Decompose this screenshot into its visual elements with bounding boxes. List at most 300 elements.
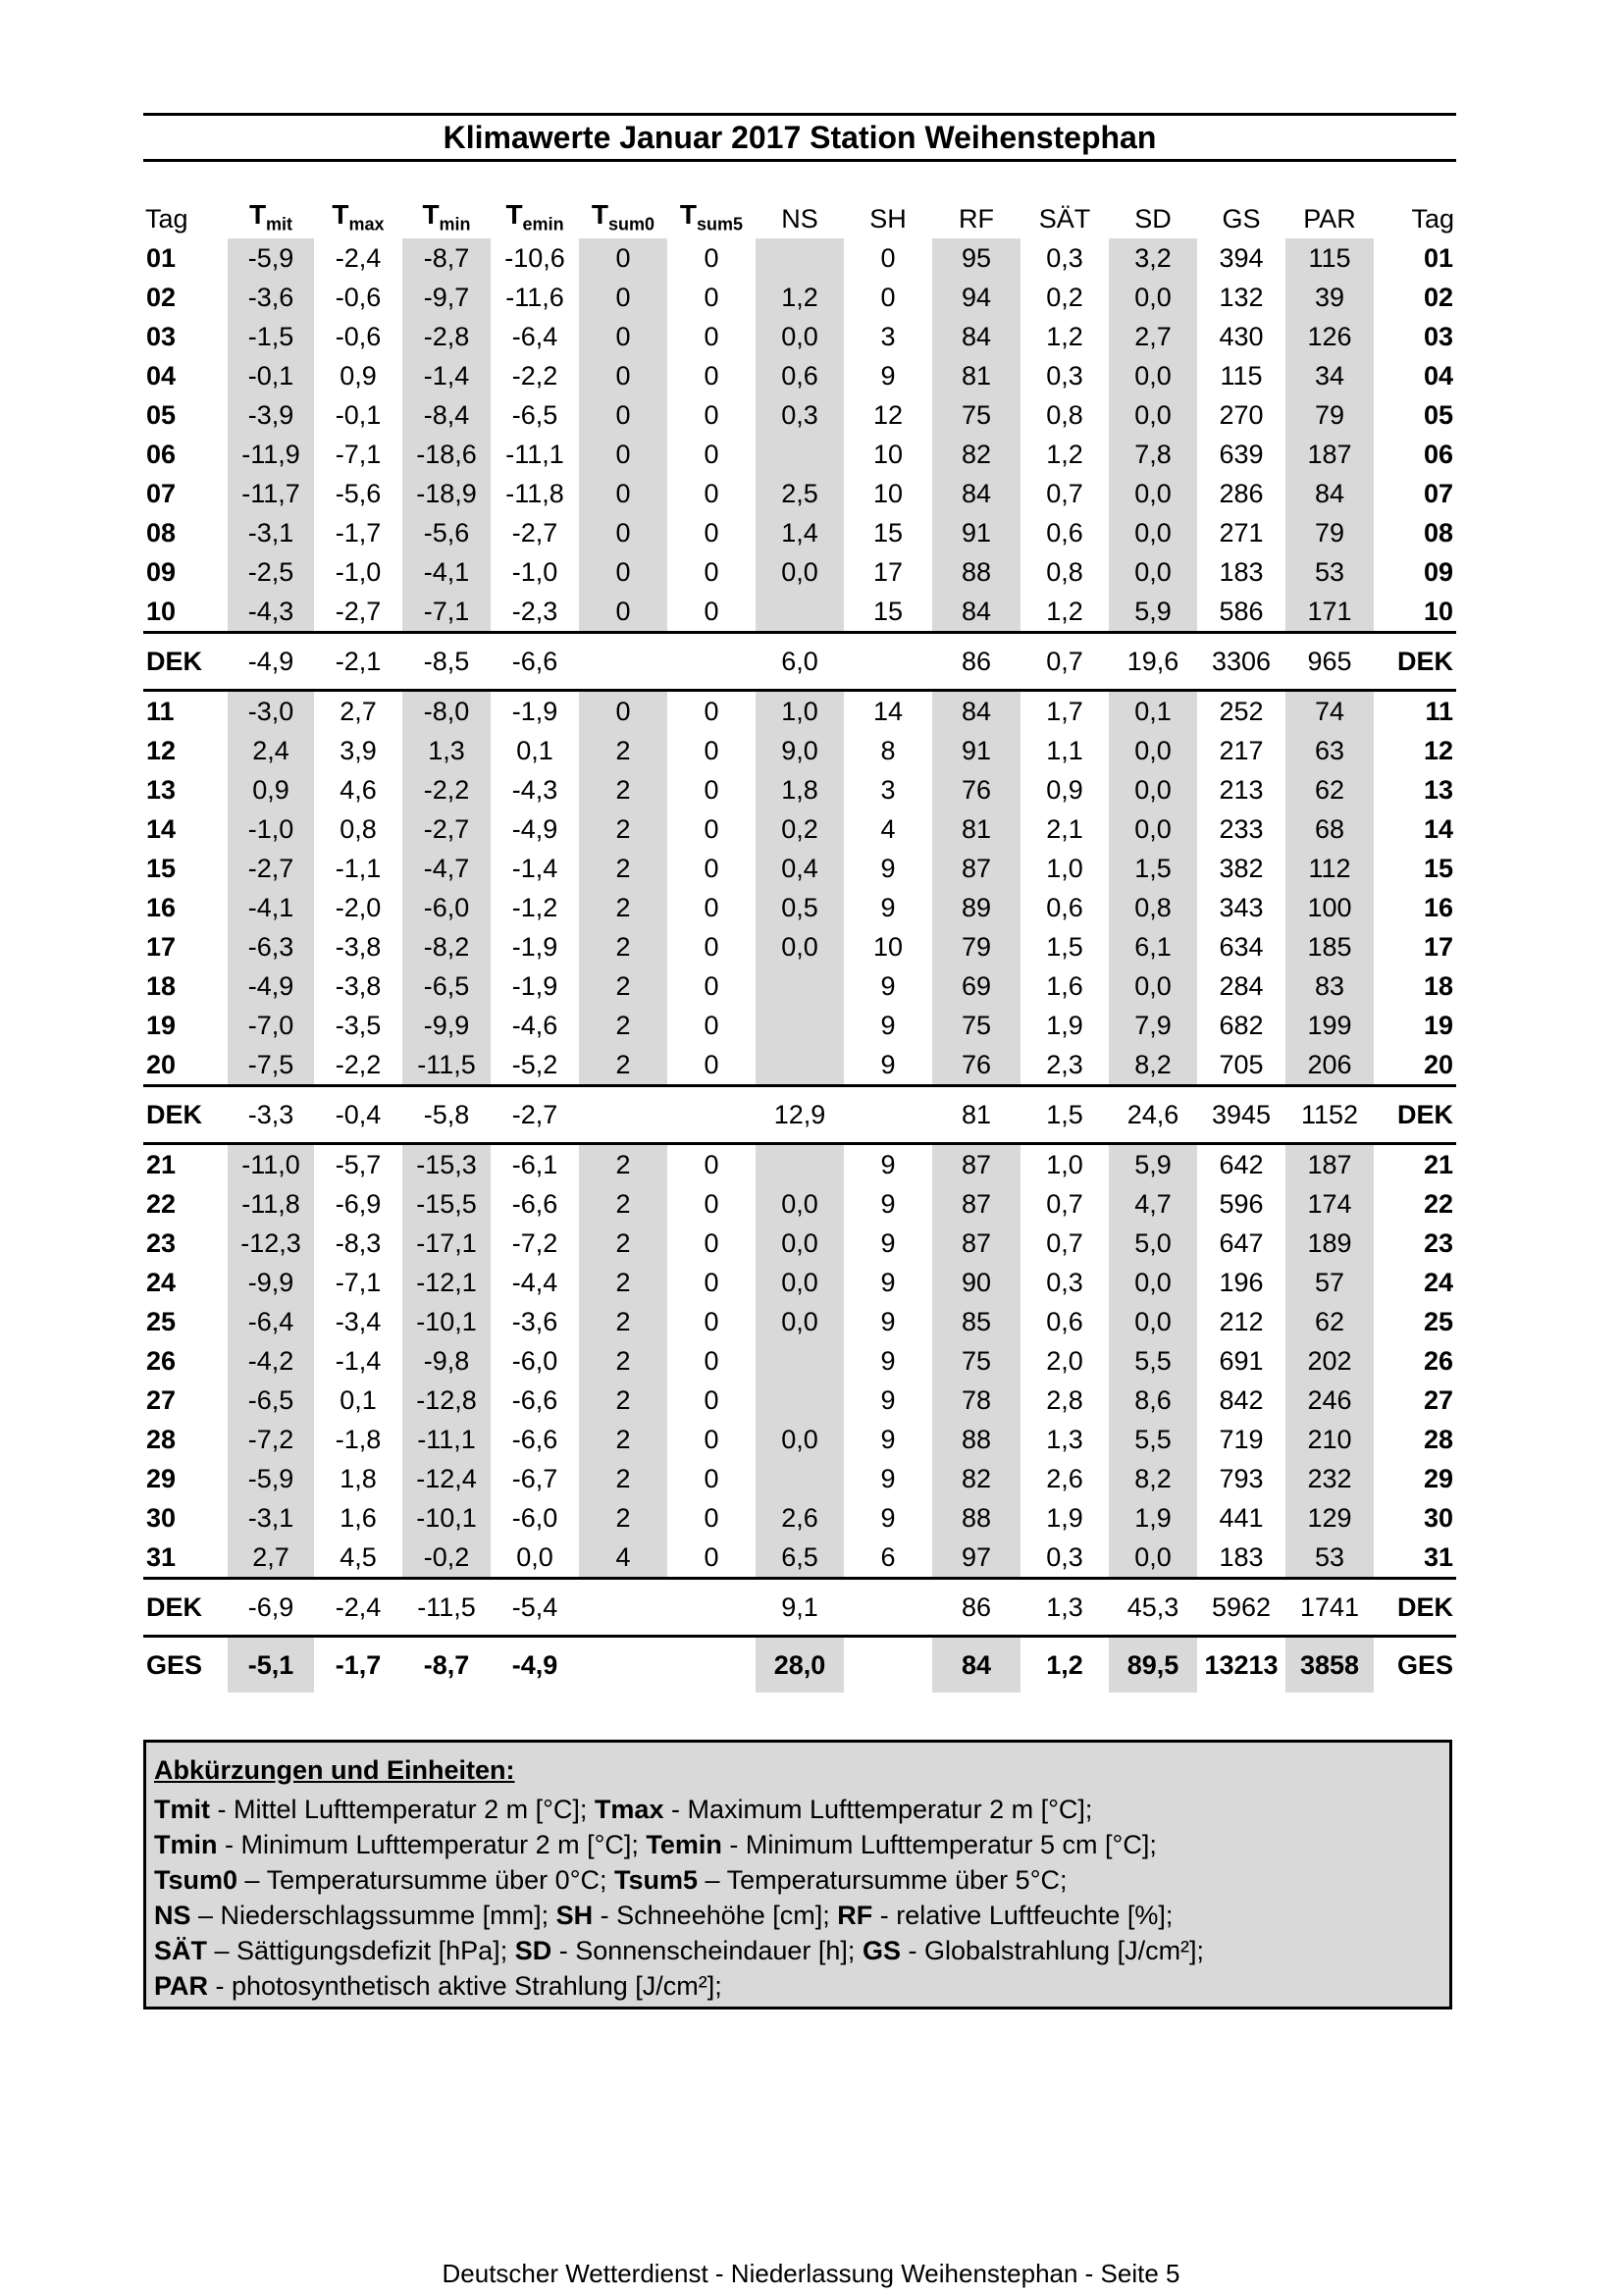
cell-gs: 212 (1219, 1307, 1264, 1336)
header-ns: NS (781, 204, 818, 234)
cell-rf: 81 (932, 809, 1020, 849)
cell-gs: 233 (1219, 814, 1264, 844)
cell-tag: 07 (146, 479, 177, 508)
cell-tmax: -1,7 (335, 518, 382, 548)
cell-tag-right: DEK (1374, 1577, 1456, 1635)
gesamt-row (143, 1635, 1456, 1693)
table-row (143, 1538, 1456, 1577)
cell-gs: 213 (1219, 775, 1264, 805)
cell-par: 232 (1285, 1459, 1374, 1498)
cell-tag: 06 (146, 440, 177, 469)
cell-par: 79 (1285, 513, 1374, 552)
cell-gs: 3306 (1197, 631, 1285, 689)
cell-temin: -2,3 (511, 597, 558, 626)
cell-tmax: -2,4 (335, 243, 382, 273)
cell-sd: 7,8 (1109, 435, 1197, 474)
cell-sh: 0 (880, 283, 896, 312)
cell-tag: 29 (146, 1464, 177, 1493)
cell-ns: 0,0 (756, 1420, 844, 1459)
cell-ns: 0,0 (756, 927, 844, 966)
cell-sh: 15 (872, 518, 904, 548)
cell-sh: 3 (880, 775, 896, 805)
cell-gs: 382 (1219, 854, 1264, 883)
cell-tmax: -3,8 (335, 971, 382, 1001)
cell-sd: 0,0 (1109, 1302, 1197, 1341)
cell-gs: 586 (1219, 597, 1264, 626)
cell-saet: 0,8 (1046, 557, 1083, 587)
cell-tag: DEK (143, 631, 228, 689)
cell-sh: 9 (880, 1385, 896, 1415)
cell-tsum5: 0 (704, 1307, 719, 1336)
cell-gs: 284 (1219, 971, 1264, 1001)
cell-tag-right: 10 (1423, 597, 1453, 626)
cell-ns (756, 592, 844, 631)
cell-par: 246 (1285, 1381, 1374, 1420)
cell-sd: 0,0 (1109, 731, 1197, 770)
cell-rf: 79 (932, 927, 1020, 966)
cell-tsum0: 2 (579, 1224, 667, 1263)
cell-ns (756, 238, 844, 278)
cell-ns: 2,5 (756, 474, 844, 513)
cell-saet: 1,2 (1046, 440, 1083, 469)
cell-tag-right: 04 (1423, 361, 1453, 391)
cell-saet: 0,6 (1046, 893, 1083, 922)
cell-tmit: -11,7 (228, 474, 314, 513)
cell-saet: 2,3 (1046, 1050, 1083, 1079)
cell-tsum5 (667, 1084, 756, 1142)
cell-gs: 596 (1219, 1189, 1264, 1219)
cell-sh: 9 (880, 1464, 896, 1493)
cell-tmin: -4,1 (402, 552, 491, 592)
cell-temin: -4,3 (511, 775, 558, 805)
cell-tsum0: 0 (579, 552, 667, 592)
table-row (143, 888, 1456, 927)
cell-par: 126 (1285, 317, 1374, 356)
cell-tsum0: 2 (579, 1459, 667, 1498)
cell-tsum5 (667, 1577, 756, 1635)
cell-tag: 24 (146, 1268, 177, 1297)
cell-tag-right: 02 (1423, 283, 1453, 312)
cell-tmin: -8,4 (402, 395, 491, 435)
cell-tag-right: 13 (1423, 775, 1453, 805)
cell-temin: -1,9 (511, 932, 558, 962)
cell-saet: 1,9 (1046, 1503, 1083, 1533)
cell-rf: 87 (932, 1184, 1020, 1224)
cell-gs: 270 (1219, 400, 1264, 430)
cell-tag: 05 (146, 400, 177, 430)
cell-saet: 0,7 (1046, 479, 1083, 508)
cell-par: 185 (1285, 927, 1374, 966)
cell-tsum5: 0 (704, 1268, 719, 1297)
cell-tmit: -4,9 (228, 966, 314, 1006)
cell-sd: 8,2 (1109, 1459, 1197, 1498)
cell-tmax: -2,2 (335, 1050, 382, 1079)
cell-ns: 0,0 (756, 1224, 844, 1263)
cell-sd: 24,6 (1109, 1084, 1197, 1142)
header-tmax: $T_{max}$ (332, 198, 385, 234)
cell-par: 1152 (1285, 1084, 1374, 1142)
cell-sd: 0,0 (1109, 474, 1197, 513)
cell-tmin: -10,1 (402, 1498, 491, 1538)
cell-sh: 3 (880, 322, 896, 351)
cell-sh: 9 (880, 1307, 896, 1336)
cell-tag: DEK (143, 1577, 228, 1635)
cell-ns: 6,0 (756, 631, 844, 689)
header-row (143, 187, 1456, 238)
table-row (143, 1498, 1456, 1538)
cell-gs: 13213 (1197, 1635, 1285, 1693)
cell-tmin: -9,7 (402, 278, 491, 317)
cell-par: 1741 (1285, 1577, 1374, 1635)
cell-saet: 0,6 (1046, 1307, 1083, 1336)
cell-tag: 30 (146, 1503, 177, 1533)
cell-tmin: -15,5 (402, 1184, 491, 1224)
cell-par: 63 (1285, 731, 1374, 770)
cell-par: 965 (1285, 631, 1374, 689)
cell-tmit: -11,0 (228, 1142, 314, 1184)
cell-temin: -6,1 (491, 1142, 579, 1184)
cell-tsum0: 2 (579, 809, 667, 849)
cell-tag-right: 11 (1374, 689, 1456, 731)
cell-tmit: -0,1 (228, 356, 314, 395)
cell-tsum5: 0 (704, 1542, 719, 1572)
cell-temin: 0,1 (516, 736, 553, 765)
cell-par: 199 (1285, 1006, 1374, 1045)
cell-sd: 2,7 (1109, 317, 1197, 356)
cell-tsum5 (667, 1635, 756, 1693)
cell-rf: 87 (932, 849, 1020, 888)
cell-tsum0: 0 (579, 435, 667, 474)
cell-tsum0: 2 (579, 1341, 667, 1381)
cell-rf: 75 (932, 395, 1020, 435)
cell-tsum0: 2 (579, 1498, 667, 1538)
cell-rf: 90 (932, 1263, 1020, 1302)
table-row (143, 966, 1456, 1006)
cell-tmax: 4,6 (340, 775, 377, 805)
cell-tag-right: DEK (1374, 1084, 1456, 1142)
cell-tmit: -4,3 (228, 592, 314, 631)
cell-temin: -4,6 (511, 1011, 558, 1040)
header-tag-right: Tag (1411, 204, 1454, 234)
cell-tmit: -9,9 (228, 1263, 314, 1302)
cell-tsum5: 0 (704, 932, 719, 962)
cell-tag: 11 (143, 689, 228, 731)
cell-tag-right: 30 (1423, 1503, 1453, 1533)
legend-box (143, 1740, 1452, 2009)
cell-tsum5: 0 (704, 1228, 719, 1258)
cell-par: 100 (1285, 888, 1374, 927)
cell-tmit: -1,5 (228, 317, 314, 356)
cell-sh: 10 (872, 440, 904, 469)
cell-temin: 0,0 (516, 1542, 553, 1572)
header-saet: SÄT (1038, 204, 1091, 234)
cell-tmin: -15,3 (402, 1142, 491, 1184)
cell-tag-right: 14 (1423, 814, 1453, 844)
cell-par: 115 (1285, 238, 1374, 278)
cell-temin: -6,6 (511, 1385, 558, 1415)
dekade-row (143, 1577, 1456, 1635)
cell-tmax: -2,7 (335, 597, 382, 626)
cell-tmin: -5,6 (402, 513, 491, 552)
cell-tsum5: 0 (704, 854, 719, 883)
cell-gs: 196 (1219, 1268, 1264, 1297)
cell-tag: 13 (146, 775, 177, 805)
cell-gs: 842 (1219, 1385, 1264, 1415)
cell-tmax: -2,1 (314, 631, 402, 689)
cell-saet: 1,3 (1020, 1577, 1109, 1635)
cell-tag-right: 09 (1423, 557, 1453, 587)
cell-gs: 793 (1219, 1464, 1264, 1493)
cell-gs: 691 (1219, 1346, 1264, 1376)
cell-tsum0: 2 (579, 1263, 667, 1302)
cell-ns: 2,6 (756, 1498, 844, 1538)
cell-par: 84 (1285, 474, 1374, 513)
table-row (143, 689, 1456, 731)
cell-tmin: 1,3 (402, 731, 491, 770)
legend-abbr: Temin (646, 1830, 722, 1859)
cell-tag-right: 08 (1423, 518, 1453, 548)
cell-tsum0: 0 (579, 395, 667, 435)
cell-tmin: -8,5 (402, 631, 491, 689)
table-row (143, 849, 1456, 888)
cell-tsum0: 2 (579, 888, 667, 927)
cell-gs: 217 (1219, 736, 1264, 765)
cell-saet: 1,6 (1046, 971, 1083, 1001)
cell-tag: 21 (143, 1142, 228, 1184)
cell-tmax: -1,0 (335, 557, 382, 587)
cell-tmit: -1,0 (228, 809, 314, 849)
cell-tag-right: 29 (1423, 1464, 1453, 1493)
table-row (143, 592, 1456, 631)
table-row (143, 1459, 1456, 1498)
cell-tag: 16 (146, 893, 177, 922)
cell-tmax: -5,7 (314, 1142, 402, 1184)
cell-tmin: -5,8 (402, 1084, 491, 1142)
cell-rf: 86 (932, 631, 1020, 689)
cell-tsum0: 0 (579, 592, 667, 631)
header-sh: SH (869, 204, 907, 234)
cell-par: 202 (1285, 1341, 1374, 1381)
cell-tag: 09 (146, 557, 177, 587)
cell-sd: 5,5 (1109, 1420, 1197, 1459)
cell-gs: 115 (1220, 361, 1263, 391)
cell-sh: 6 (880, 1542, 896, 1572)
cell-temin: -1,9 (491, 689, 579, 731)
cell-tmax: -0,4 (314, 1084, 402, 1142)
cell-tmin: -6,5 (402, 966, 491, 1006)
cell-temin: -6,5 (511, 400, 558, 430)
cell-gs: 647 (1219, 1228, 1264, 1258)
cell-gs: 183 (1219, 1542, 1264, 1572)
cell-tmin: -2,2 (402, 770, 491, 809)
cell-gs: 132 (1219, 283, 1264, 312)
cell-tmit: -7,2 (228, 1420, 314, 1459)
cell-tag: 25 (146, 1307, 177, 1336)
cell-temin: -11,6 (505, 283, 564, 312)
cell-sh: 9 (880, 1503, 896, 1533)
table-row (143, 1006, 1456, 1045)
cell-tmit: -7,0 (228, 1006, 314, 1045)
cell-tag-right: 05 (1423, 400, 1453, 430)
cell-rf: 87 (932, 1142, 1020, 1184)
cell-tmin: -11,1 (402, 1420, 491, 1459)
cell-sh: 9 (880, 893, 896, 922)
cell-temin: -11,8 (505, 479, 564, 508)
cell-rf: 86 (932, 1577, 1020, 1635)
cell-tmit: -4,1 (228, 888, 314, 927)
cell-sh: 9 (880, 361, 896, 391)
cell-tsum0: 2 (579, 1381, 667, 1420)
cell-ns: 1,8 (756, 770, 844, 809)
cell-par: 210 (1285, 1420, 1374, 1459)
cell-saet: 1,5 (1020, 1084, 1109, 1142)
cell-gs: 5962 (1197, 1577, 1285, 1635)
cell-sh: 9 (880, 1189, 896, 1219)
cell-saet: 1,2 (1046, 322, 1083, 351)
cell-sh: 9 (880, 1346, 896, 1376)
cell-tag-right: 26 (1423, 1346, 1453, 1376)
cell-tmax: 1,8 (340, 1464, 377, 1493)
cell-tmin: -2,8 (402, 317, 491, 356)
cell-rf: 78 (932, 1381, 1020, 1420)
cell-tag: DEK (143, 1084, 228, 1142)
cell-tsum0: 0 (579, 317, 667, 356)
cell-tsum5: 0 (704, 283, 719, 312)
table-row (143, 1381, 1456, 1420)
cell-tag: 20 (146, 1050, 177, 1079)
cell-temin: -6,6 (511, 1425, 558, 1454)
cell-temin: -6,7 (511, 1464, 558, 1493)
cell-tmit: -3,3 (228, 1084, 314, 1142)
cell-ns: 0,6 (756, 356, 844, 395)
header-sd: SD (1134, 204, 1172, 234)
cell-tsum5: 0 (704, 1011, 719, 1040)
cell-tsum5: 0 (704, 775, 719, 805)
cell-tag-right: GES (1374, 1635, 1456, 1693)
cell-tag-right: 15 (1423, 854, 1453, 883)
page-title: Klimawerte Januar 2017 Station Weihenstephan (443, 120, 1157, 155)
cell-par: 3858 (1285, 1635, 1374, 1693)
cell-ns: 0,3 (756, 395, 844, 435)
cell-tmit: -4,9 (228, 631, 314, 689)
cell-sd: 89,5 (1109, 1635, 1197, 1693)
cell-tmin: -12,8 (402, 1381, 491, 1420)
cell-tmit: -5,1 (228, 1635, 314, 1693)
dekade-row (143, 631, 1456, 689)
cell-saet: 0,7 (1020, 631, 1109, 689)
cell-tsum0: 0 (579, 278, 667, 317)
cell-ns: 9,0 (756, 731, 844, 770)
cell-temin: -10,6 (504, 243, 565, 273)
cell-rf: 76 (932, 1045, 1020, 1084)
legend-abbr: Tmit (154, 1795, 210, 1824)
cell-sd: 0,0 (1109, 1263, 1197, 1302)
cell-sh: 10 (872, 932, 904, 962)
cell-tmit: -2,7 (228, 849, 314, 888)
cell-tmin: -2,7 (402, 809, 491, 849)
cell-tmin: -6,0 (402, 888, 491, 927)
cell-par: 62 (1285, 1302, 1374, 1341)
cell-tsum5: 0 (704, 243, 719, 273)
cell-tmin: -9,8 (402, 1341, 491, 1381)
cell-ns: 0,0 (756, 317, 844, 356)
cell-tag: 23 (146, 1228, 177, 1258)
cell-temin: -6,4 (511, 322, 558, 351)
cell-tmax: -1,1 (335, 854, 382, 883)
cell-sh: 9 (880, 1228, 896, 1258)
cell-temin: -1,4 (511, 854, 558, 883)
cell-rf: 75 (932, 1341, 1020, 1381)
cell-par: 53 (1285, 552, 1374, 592)
cell-ns: 0,0 (756, 1263, 844, 1302)
cell-par: 39 (1285, 278, 1374, 317)
cell-tag-right: 25 (1423, 1307, 1453, 1336)
cell-tmax: 3,9 (340, 736, 377, 765)
cell-tmin: -8,7 (402, 238, 491, 278)
cell-sd: 19,6 (1109, 631, 1197, 689)
cell-tsum5: 0 (704, 361, 719, 391)
legend-line-min-temperature: Tmin - Minimum Lufttemperatur 2 m [°C]; Temin - Minimum Lufttemperatur 5 cm [°C]; (154, 1830, 1157, 1859)
cell-sd: 7,9 (1109, 1006, 1197, 1045)
cell-saet: 1,2 (1020, 1635, 1109, 1693)
cell-par: 68 (1285, 809, 1374, 849)
legend-abbr: Tmin (154, 1830, 218, 1859)
cell-sh: 9 (880, 971, 896, 1001)
cell-par: 57 (1285, 1263, 1374, 1302)
cell-sh (844, 1635, 932, 1693)
cell-sh: 8 (880, 736, 896, 765)
legend-abbr: Tsum0 (154, 1865, 238, 1895)
cell-rf: 75 (932, 1006, 1020, 1045)
cell-tmit: -6,5 (228, 1381, 314, 1420)
cell-tmax: -7,1 (335, 440, 382, 469)
cell-rf: 84 (932, 317, 1020, 356)
cell-ns (756, 1341, 844, 1381)
legend-abbr: RF (837, 1901, 873, 1930)
cell-saet: 0,3 (1046, 1542, 1083, 1572)
table-row (143, 1224, 1456, 1263)
cell-tmit: -4,2 (228, 1341, 314, 1381)
table-row (143, 435, 1456, 474)
cell-sd: 0,0 (1109, 809, 1197, 849)
cell-tsum0: 2 (579, 849, 667, 888)
legend-line-precipitation: NS – Niederschlagssumme [mm]; SH - Schneehöhe [cm]; RF - relative Luftfeuchte [%]; (154, 1901, 1174, 1930)
cell-tsum5: 0 (704, 1464, 719, 1493)
cell-tmit: 2,7 (228, 1538, 314, 1577)
table-row (143, 356, 1456, 395)
cell-gs: 642 (1197, 1142, 1285, 1184)
cell-tsum0: 0 (579, 513, 667, 552)
cell-tag-right: 28 (1423, 1425, 1453, 1454)
cell-rf: 94 (932, 278, 1020, 317)
cell-gs: 183 (1219, 557, 1264, 587)
cell-sh (844, 1084, 932, 1142)
cell-temin: -1,0 (511, 557, 558, 587)
cell-saet: 0,6 (1046, 518, 1083, 548)
cell-tsum0: 0 (579, 356, 667, 395)
cell-tmit: -3,0 (228, 689, 314, 731)
cell-tsum5: 0 (704, 893, 719, 922)
cell-tmit: -2,5 (228, 552, 314, 592)
cell-saet: 0,3 (1046, 361, 1083, 391)
cell-tag: 18 (146, 971, 177, 1001)
cell-ns: 6,5 (756, 1538, 844, 1577)
cell-tmin: -7,1 (402, 592, 491, 631)
cell-tsum5: 0 (704, 322, 719, 351)
cell-ns: 0,0 (756, 1184, 844, 1224)
cell-tag-right: 27 (1423, 1385, 1453, 1415)
cell-ns: 1,0 (756, 689, 844, 731)
